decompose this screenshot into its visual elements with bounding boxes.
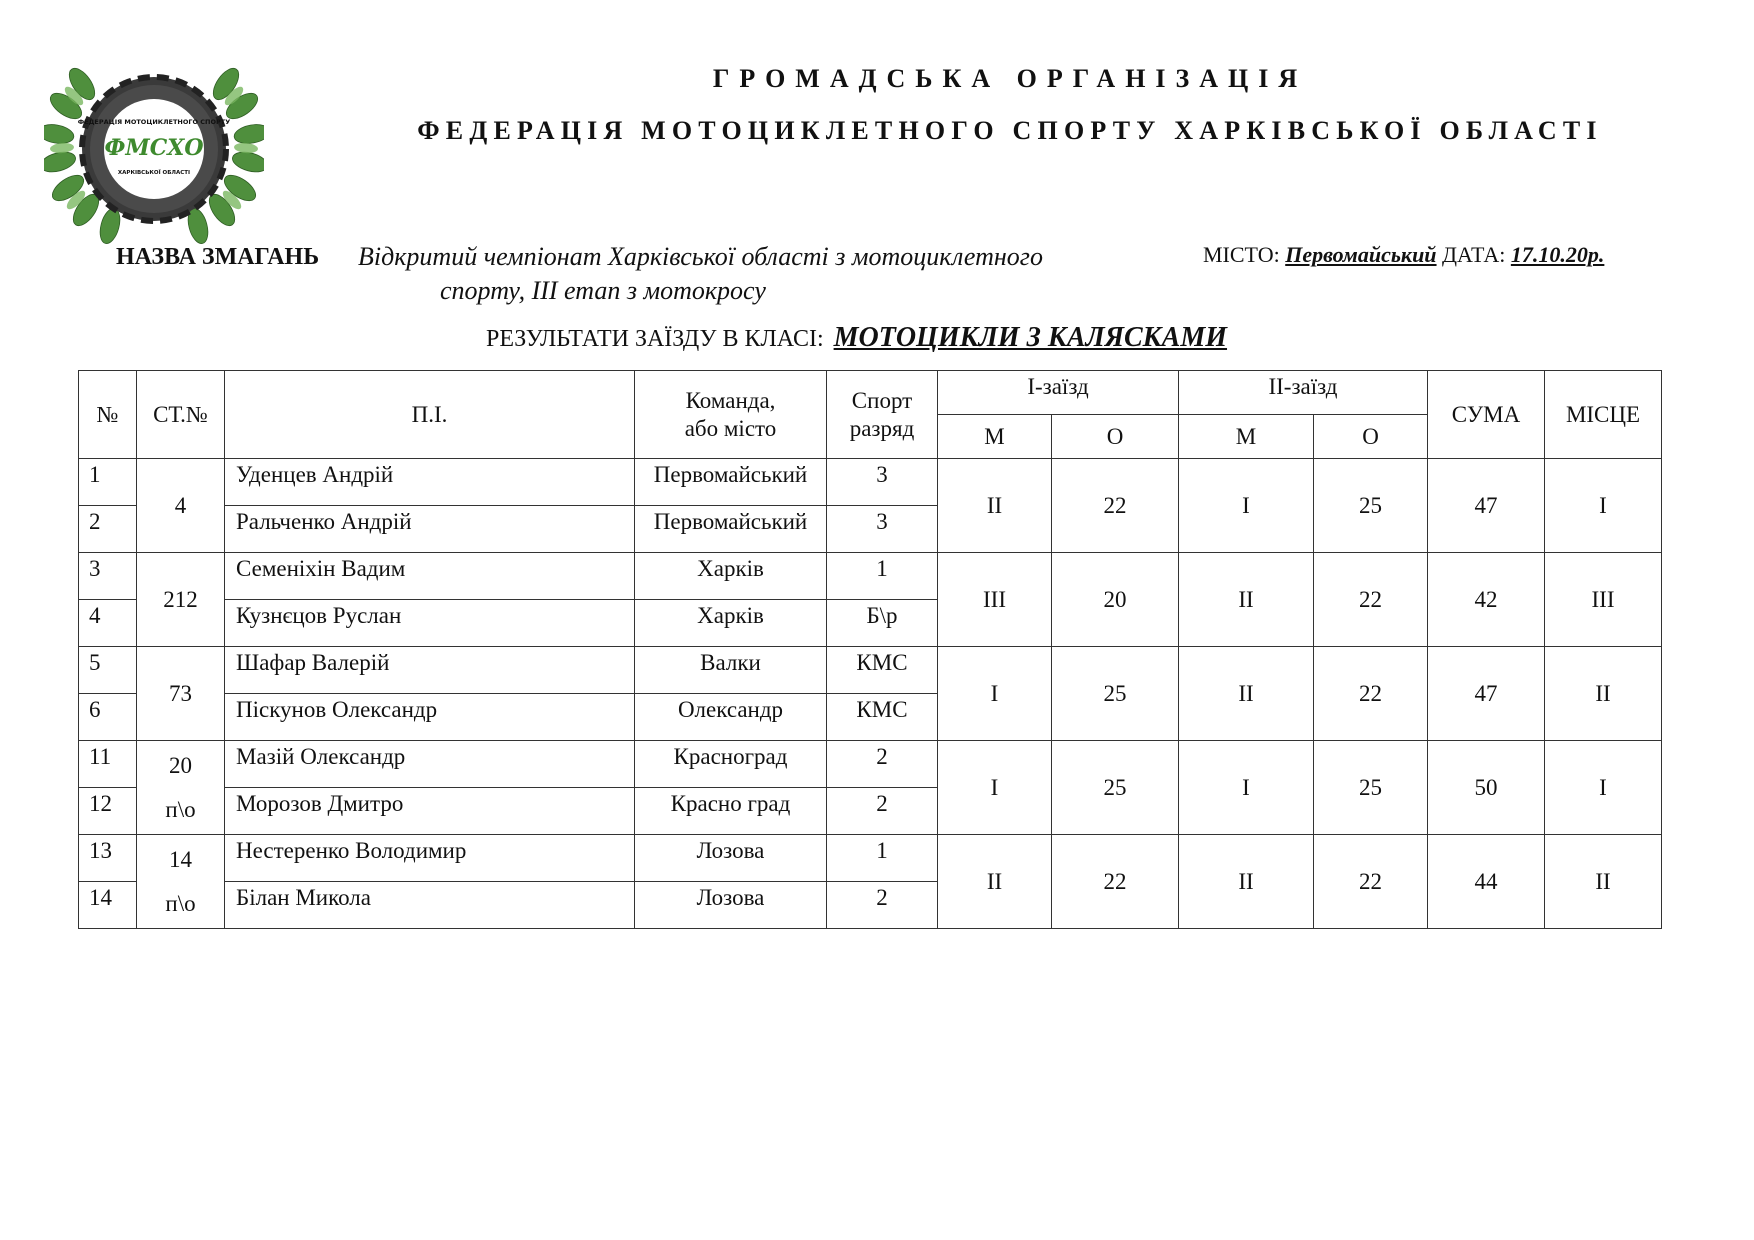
header-sum: СУМА (1428, 371, 1545, 459)
race1-o: 20 (1052, 553, 1179, 647)
race2-o: 25 (1314, 459, 1428, 553)
start-number-line2: п\о (165, 890, 196, 916)
race1-o: 25 (1052, 741, 1179, 835)
place: I (1545, 459, 1662, 553)
competition-name-line1: Відкритий чемпіонат Харківської області з мотоциклетного (358, 242, 1043, 271)
sum: 50 (1428, 741, 1545, 835)
race2-o: 22 (1314, 553, 1428, 647)
federation-title: ФЕДЕРАЦІЯ МОТОЦИКЛЕТНОГО СПОРТУ ХАРКІВСЬКОЇ ОБЛАСТІ (417, 116, 1603, 145)
rider-no: 5 (79, 647, 137, 694)
race1-m: II (938, 459, 1052, 553)
race2-m: II (1179, 553, 1314, 647)
sum: 47 (1428, 647, 1545, 741)
rider-team: Харків (635, 553, 827, 600)
place: III (1545, 553, 1662, 647)
race2-o: 22 (1314, 835, 1428, 929)
race2-m: I (1179, 741, 1314, 835)
rider-name: Семеніхін Вадим (225, 553, 635, 600)
race1-m: II (938, 835, 1052, 929)
rider-name: Морозов Дмитро (225, 788, 635, 835)
crew-group (79, 459, 1662, 553)
race1-o: 22 (1052, 835, 1179, 929)
race2-o: 25 (1314, 741, 1428, 835)
header-rank-line1: Спорт (851, 387, 913, 413)
header-name: П.І. (225, 371, 635, 459)
start-number: 73 (137, 647, 225, 741)
sum: 44 (1428, 835, 1545, 929)
rider-rank: Б\р (827, 600, 938, 647)
race1-o: 25 (1052, 647, 1179, 741)
race1-m: III (938, 553, 1052, 647)
race2-m: I (1179, 459, 1314, 553)
rider-name: Піскунов Олександр (225, 694, 635, 741)
rider-team: Первомайський (635, 459, 827, 506)
results-label: РЕЗУЛЬТАТИ ЗАЇЗДУ В КЛАСІ: (486, 326, 824, 352)
date-value: 17.10.20р. (1510, 242, 1605, 267)
rider-rank: 2 (827, 788, 938, 835)
header-race1-m: М (938, 415, 1052, 459)
date-label: ДАТА: (1442, 242, 1506, 267)
competition-name (358, 240, 1158, 308)
rider-name: Кузнєцов Руслан (225, 600, 635, 647)
city-label: МІСТО: (1203, 242, 1280, 267)
rider-team: Лозова (635, 882, 827, 929)
city-value: Первомайський (1285, 242, 1437, 267)
logo-bottom-text: ХАРКІВСЬКОЇ ОБЛАСТІ (117, 170, 191, 176)
rider-name: Ральченко Андрій (225, 506, 635, 553)
rider-name: Нестеренко Володимир (225, 835, 635, 882)
race1-m: I (938, 647, 1052, 741)
rider-rank: 3 (827, 459, 938, 506)
rider-name: Білан Микола (225, 882, 635, 929)
competition-name-line2: спорту, ІІІ етап з мотокросу (440, 276, 766, 305)
table-row (79, 553, 1662, 600)
start-number (137, 741, 225, 835)
place: II (1545, 647, 1662, 741)
table-row (79, 647, 1662, 694)
rider-team: Харків (635, 600, 827, 647)
race2-m: II (1179, 647, 1314, 741)
header-race1-o: О (1052, 415, 1179, 459)
rider-rank: 2 (827, 882, 938, 929)
rider-no: 4 (79, 600, 137, 647)
race2-o: 22 (1314, 647, 1428, 741)
header-team-line1: Команда, (685, 387, 776, 413)
crew-group (79, 647, 1662, 741)
rider-no: 13 (79, 835, 137, 882)
race2-m: II (1179, 835, 1314, 929)
header-team-line2: або місто (684, 415, 777, 441)
rider-no: 6 (79, 694, 137, 741)
rider-no: 14 (79, 882, 137, 929)
start-number-line2: п\о (165, 796, 196, 822)
rider-no: 11 (79, 741, 137, 788)
header-race2: II-заїзд (1179, 371, 1428, 415)
header-race2-m: М (1179, 415, 1314, 459)
header-place: МІСЦЕ (1545, 371, 1662, 459)
rider-rank: 1 (827, 553, 938, 600)
rider-team: Красноград (635, 741, 827, 788)
rider-no: 2 (79, 506, 137, 553)
rider-team: Олександр (635, 694, 827, 741)
rider-team: Лозова (635, 835, 827, 882)
rider-name: Шафар Валерій (225, 647, 635, 694)
federation-logo (44, 44, 264, 244)
start-number: 4 (137, 459, 225, 553)
rider-team: Красно град (635, 788, 827, 835)
rider-team: Первомайський (635, 506, 827, 553)
header-start-no: СТ.№ (137, 371, 225, 459)
logo-abbr: ФМСХО (104, 135, 204, 161)
rider-name: Мазій Олександр (225, 741, 635, 788)
sum: 47 (1428, 459, 1545, 553)
crew-group (79, 835, 1662, 929)
place: II (1545, 835, 1662, 929)
header-rank-line2: разряд (849, 415, 915, 441)
class-name: МОТОЦИКЛИ З КАЛЯСКАМИ (833, 322, 1228, 353)
crew-group (79, 553, 1662, 647)
organization-title: ГРОМАДСЬКА ОРГАНІЗАЦІЯ (712, 64, 1308, 93)
rider-rank: 3 (827, 506, 938, 553)
header-no: № (79, 371, 137, 459)
rider-no: 12 (79, 788, 137, 835)
crew-group (79, 741, 1662, 835)
competition-label: НАЗВА ЗМАГАНЬ (116, 244, 320, 270)
table-row (79, 835, 1662, 882)
place: I (1545, 741, 1662, 835)
table-row (79, 459, 1662, 506)
start-number: 212 (137, 553, 225, 647)
results-class-line (486, 322, 1227, 354)
start-number (137, 835, 225, 929)
header-race2-o: О (1314, 415, 1428, 459)
start-number-line1: 20 (169, 752, 192, 778)
race1-m: I (938, 741, 1052, 835)
table-row (79, 741, 1662, 788)
rider-rank: 2 (827, 741, 938, 788)
rider-name: Уденцев Андрій (225, 459, 635, 506)
race1-o: 22 (1052, 459, 1179, 553)
logo-top-text: ФЕДЕРАЦІЯ МОТОЦИКЛЕТНОГО СПОРТУ (77, 118, 231, 126)
header-rank (827, 371, 938, 459)
sum: 42 (1428, 553, 1545, 647)
start-number-line1: 14 (169, 846, 192, 872)
header-race1: I-заїзд (938, 371, 1179, 415)
city-date (1203, 242, 1604, 268)
rider-no: 3 (79, 553, 137, 600)
rider-rank: 1 (827, 835, 938, 882)
rider-team: Валки (635, 647, 827, 694)
header-team (635, 371, 827, 459)
rider-rank: КМС (827, 647, 938, 694)
rider-no: 1 (79, 459, 137, 506)
rider-rank: КМС (827, 694, 938, 741)
results-table (78, 370, 1662, 929)
